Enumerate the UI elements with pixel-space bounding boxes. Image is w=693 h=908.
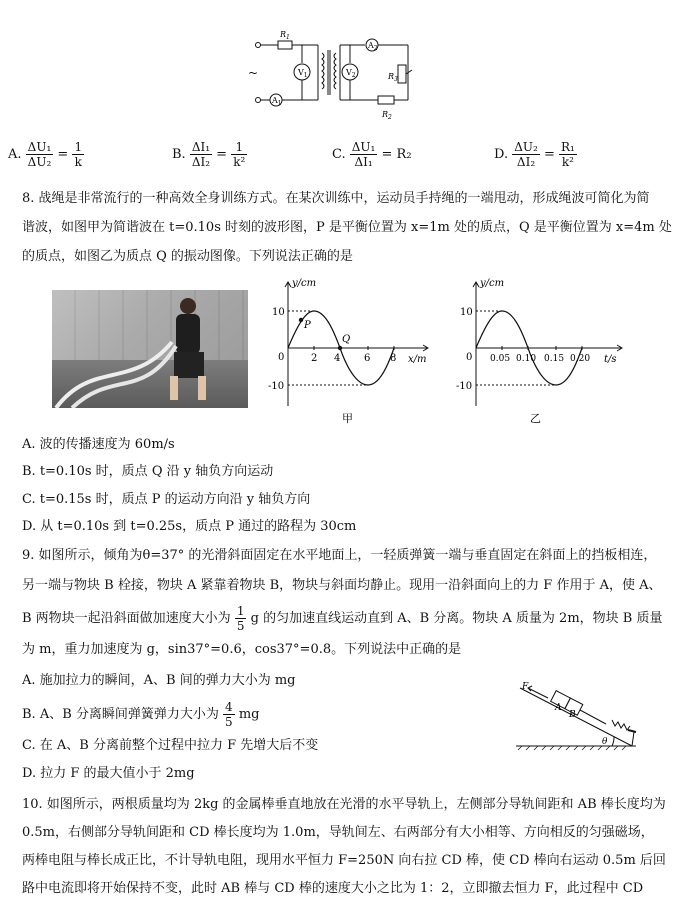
q7-option-c[interactable]: C. $\frac{\text{ΔU₁}}{\text{ΔI₁}}$ = R₂ (332, 140, 412, 169)
q10-stem-line-1: 10. 如图所示，两根质量均为 2kg 的金属棒垂直地放在光滑的水平导轨上，左侧部分导轨间距和 AB 棒长度均为 (22, 797, 666, 812)
q7-option-b[interactable]: B. $\frac{\text{ΔI₁}}{\text{ΔI₂}}$ = $\frac{1}{\text{k²}}$ (172, 140, 246, 169)
q9-option-a[interactable]: A. 施加拉力的瞬间，A、B 间的弹力大小为 mg (22, 673, 296, 688)
svg-text:y/cm: y/cm (292, 278, 317, 289)
q10-stem-line-3: 两棒电阻与棒长成正比，不计导轨电阻，现用水平恒力 F=250N 向右拉 CD 棒，使 CD 棒向右运动 0.5m 后回 (22, 853, 666, 868)
svg-text:R2: $R_2$ (382, 110, 392, 120)
q8-option-d[interactable]: D. 从 t=0.10s 到 t=0.25s，质点 P 通过的路程为 30cm (22, 519, 357, 534)
svg-text:-10: -10 (268, 381, 285, 392)
svg-text:B: B (569, 710, 576, 720)
q8-option-a[interactable]: A. 波的传播速度为 60m/s (22, 437, 175, 452)
q9-option-b[interactable]: B. A、B 分离瞬间弹簧弹力大小为 $\frac{4}{5}$ mg (22, 700, 260, 729)
svg-text:10: 10 (460, 307, 473, 318)
svg-text:t/s: t/s (604, 354, 617, 365)
svg-text:Q: Q (342, 334, 351, 345)
svg-text:-10: -10 (456, 381, 473, 392)
svg-text:P: P (304, 320, 311, 331)
svg-text:x/m: x/m (408, 354, 427, 365)
q8-stem-line-1: 8. 战绳是非常流行的一种高效全身训练方式。在某次训练中，运动员手持绳的一端甩动，形成绳波可简化为简 (22, 191, 650, 206)
svg-text:0.20: 0.20 (570, 354, 591, 364)
svg-text:4: 4 (334, 353, 341, 364)
q9-stem-line-1: 9. 如图所示，倾角为θ=37° 的光滑斜面固定在水平地面上，一轻质弹簧一端与垂直固定在斜面上的挡板相连， (22, 548, 657, 563)
svg-text:A: A (555, 703, 562, 713)
svg-text:F: F (522, 682, 529, 692)
svg-text:θ: θ (602, 737, 608, 747)
svg-text:y/cm: y/cm (480, 278, 505, 289)
q7-option-a[interactable]: A. $\frac{\text{ΔU₁}}{\text{ΔU₂}}$ = $\frac{1}{k}$ (8, 140, 83, 169)
q9-stem-line-4: 为 m，重力加速度为 g，sin37°=0.6，cos37°=0.8。下列说法中正确的是 (22, 642, 462, 657)
svg-text:8: 8 (390, 353, 397, 364)
q9-stem-line-2: 另一端与物块 B 栓接，物块 A 紧靠着物块 B，物块与斜面均静止。现用一沿斜面向上的力 F 作用于 A，使 A、 (22, 578, 662, 593)
svg-text:2: 2 (311, 353, 318, 364)
q8-option-c[interactable]: C. t=0.15s 时，质点 P 的运动方向沿 y 轴负方向 (22, 492, 311, 507)
svg-text:0: 0 (466, 352, 473, 363)
q8-stem-line-3: 的质点，如图乙为质点 Q 的振动图像。下列说法正确的是 (22, 249, 353, 264)
svg-text:0: 0 (278, 352, 285, 363)
svg-text:0.10: 0.10 (516, 354, 537, 364)
svg-text:A2: $A_2$ (368, 41, 378, 52)
svg-text:6: 6 (364, 353, 371, 364)
svg-text:R1: $R_1$ (280, 30, 290, 41)
graph-jia-caption: 甲 (342, 412, 353, 425)
graph-yi-caption: 乙 (530, 412, 541, 425)
svg-text:V2: $V_2$ (346, 68, 356, 79)
q7-option-d[interactable]: D. $\frac{\text{ΔU₂}}{\text{ΔI₂}}$ = $\frac{\text{R₁}}{\text{k²}}$ (494, 140, 575, 169)
svg-text:0.05: 0.05 (490, 354, 511, 364)
transformer-circuit-diagram (240, 25, 420, 120)
battle-rope-photo (52, 290, 248, 408)
q9-option-c[interactable]: C. 在 A、B 分离前整个过程中拉力 F 先增大后不变 (22, 738, 319, 753)
incline-spring-figure (512, 680, 642, 756)
vibration-graph-yi (454, 276, 629, 426)
ac-source-symbol: ~ (248, 66, 259, 80)
svg-text:V1: $V_1$ (298, 68, 308, 79)
q9-option-d[interactable]: D. 拉力 F 的最大值小于 2mg (22, 766, 195, 781)
q8-stem-line-2: 谐波，如图甲为简谐波在 t=0.10s 时刻的波形图，P 是平衡位置为 x=1m 处的质点，Q 是平衡位置为 x=4m 处 (22, 220, 672, 235)
svg-text:A1: $A_1$ (272, 96, 282, 107)
svg-text:10: 10 (272, 307, 285, 318)
svg-text:0.15: 0.15 (544, 354, 565, 364)
q10-stem-line-2: 0.5m，右侧部分导轨间距和 CD 棒长度均为 1.0m，导轨间左、右两部分有大小相等、方向相反的匀强磁场， (22, 825, 654, 840)
wave-graph-jia (268, 276, 438, 426)
q10-stem-line-4: 路中电流即将开始保持不变，此时 AB 棒与 CD 棒的速度大小之比为 1：2，立即撤去恒力 F，此过程中 CD (22, 881, 644, 896)
svg-text:R3: $R_3$ (388, 72, 398, 83)
q8-option-b[interactable]: B. t=0.10s 时，质点 Q 沿 y 轴负方向运动 (22, 464, 274, 479)
q9-stem-line-3: B 两物块一起沿斜面做加速度大小为 $\frac{1}{5}$ g 的匀加速直线运动直到 A、B 分离。物块 A 质量为 2m，物块 B 质量 (22, 604, 663, 633)
